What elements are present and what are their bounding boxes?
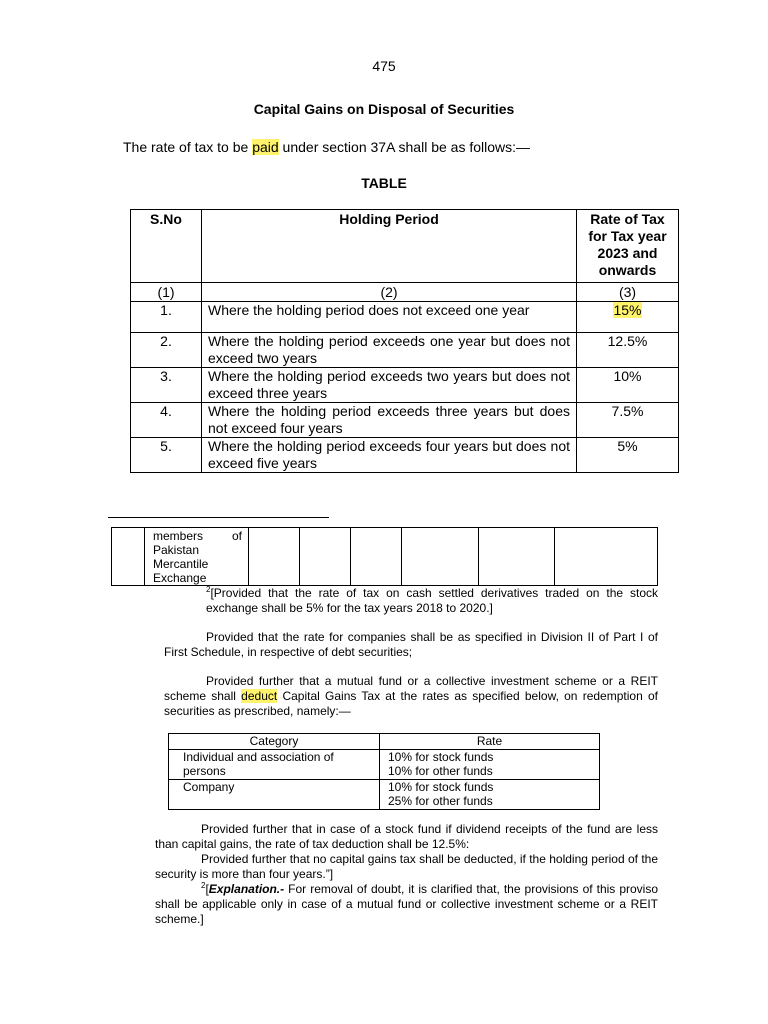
page-title: Capital Gains on Disposal of Securities xyxy=(253,101,515,117)
header-rate: Rate of Tax for Tax year 2023 and onwards xyxy=(577,210,679,283)
row-period: Where the holding period exceeds one year but does not exceed two years xyxy=(202,333,577,368)
explanation-label: Explanation.- xyxy=(208,882,285,896)
explanation-paragraph xyxy=(155,882,658,927)
explanation-text: For removal of doubt, it is clarified that, the provisions of this proviso shall be applicable only in case of a mutual fund or collective investment scheme or a REIT scheme.] xyxy=(155,882,658,926)
bracket: [ xyxy=(205,882,209,896)
highlight-rate: 15% xyxy=(613,302,642,318)
mutual-text-before: Provided further that a mutual fund or a collective investment scheme or a REIT scheme shall xyxy=(164,674,658,703)
stock-fund-proviso: Provided further that in case of a stock fund if dividend receipts of the fund are less than capital gains, the rate of tax deduction shall be 12.5%: xyxy=(155,822,658,851)
row-period: Where the holding period exceeds four years but does not exceed five years xyxy=(202,438,577,473)
table-row xyxy=(112,528,658,586)
members-table-fragment xyxy=(111,527,658,586)
intro-text-after: under section 37A shall be as follows:— xyxy=(278,139,531,155)
derivatives-proviso xyxy=(164,586,658,616)
header-holding-period: Holding Period xyxy=(202,210,577,283)
table-row xyxy=(131,438,679,473)
highlight-deduct: deduct xyxy=(241,689,278,703)
table-title: TABLE xyxy=(361,175,407,191)
table-header-row xyxy=(169,734,600,750)
table-row xyxy=(131,368,679,403)
table-row xyxy=(131,333,679,368)
row-rate: 5% xyxy=(577,438,679,473)
members-word: members xyxy=(153,529,204,543)
row-sno: 5. xyxy=(131,438,202,473)
column-numbering-row xyxy=(131,283,679,302)
table-header-row xyxy=(131,210,679,283)
empty-cell xyxy=(351,528,402,586)
row-rate: 10% xyxy=(577,368,679,403)
row-sno: 2. xyxy=(131,333,202,368)
fund-rate-table xyxy=(168,733,600,810)
tax-rate-table xyxy=(130,209,679,473)
rate-line: 10% for stock funds xyxy=(388,749,494,764)
highlight-paid: paid xyxy=(252,139,279,155)
rate-line: 25% for other funds xyxy=(388,794,493,808)
empty-cell xyxy=(300,528,351,586)
empty-cell xyxy=(555,528,658,586)
mutual-fund-proviso xyxy=(164,674,658,719)
row-rate: 7.5% xyxy=(577,403,679,438)
empty-cell xyxy=(112,528,145,586)
no-tax-proviso: Provided further that no capital gains tax shall be deducted, if the holding period of the security is more than four years.”] xyxy=(155,852,658,881)
row-sno: 4. xyxy=(131,403,202,438)
rate-line: 10% for other funds xyxy=(388,764,493,778)
of-word: of xyxy=(231,529,242,543)
row-period: Where the holding period does not exceed one year xyxy=(202,302,577,333)
col-number-1: (1) xyxy=(131,283,202,302)
rate-cell xyxy=(380,779,600,809)
category-cell: Individual and association of persons xyxy=(169,749,380,779)
header-category: Category xyxy=(169,734,380,750)
header-rate: Rate xyxy=(380,734,600,750)
empty-cell xyxy=(402,528,479,586)
row-sno: 3. xyxy=(131,368,202,403)
closing-provisos xyxy=(155,822,658,927)
footnote-marker: 2 xyxy=(201,881,206,890)
col-number-2: (2) xyxy=(202,283,577,302)
table-row xyxy=(169,779,600,809)
category-cell: Company xyxy=(169,779,380,809)
companies-proviso: Provided that the rate for companies shall be as specified in Division II of Part I of First Schedule, in respective of debt securities; xyxy=(164,630,658,659)
footnote-divider xyxy=(108,517,329,518)
footnote-marker: 2 xyxy=(206,585,211,594)
intro-text-before: The rate of tax to be xyxy=(123,139,253,155)
mutual-text-after: Capital Gains Tax at the rates as specified below, on redemption of securities as prescribed, namely:— xyxy=(164,689,658,718)
header-sno: S.No xyxy=(131,210,202,283)
table-row xyxy=(131,403,679,438)
rate-cell xyxy=(380,749,600,779)
members-line-3: Mercantile xyxy=(153,557,209,571)
col-number-3: (3) xyxy=(577,283,679,302)
members-cell xyxy=(145,528,249,586)
members-line-4: Exchange xyxy=(153,571,207,585)
table-row xyxy=(169,749,600,779)
intro-sentence xyxy=(123,139,530,155)
rate-line: 10% for stock funds xyxy=(388,779,494,794)
members-line-2: Pakistan xyxy=(153,543,200,557)
row-period: Where the holding period exceeds two years but does not exceed three years xyxy=(202,368,577,403)
page-number: 475 xyxy=(372,58,396,74)
empty-cell xyxy=(249,528,300,586)
derivatives-text: [Provided that the rate of tax on cash settled derivatives traded on the stock exchange shall be 5% for the tax years 2018 to 2020.] xyxy=(206,586,658,615)
table-row xyxy=(131,302,679,333)
row-rate xyxy=(577,302,679,333)
empty-cell xyxy=(479,528,555,586)
row-sno: 1. xyxy=(131,302,202,333)
row-period: Where the holding period exceeds three years but does not exceed four years xyxy=(202,403,577,438)
row-rate: 12.5% xyxy=(577,333,679,368)
